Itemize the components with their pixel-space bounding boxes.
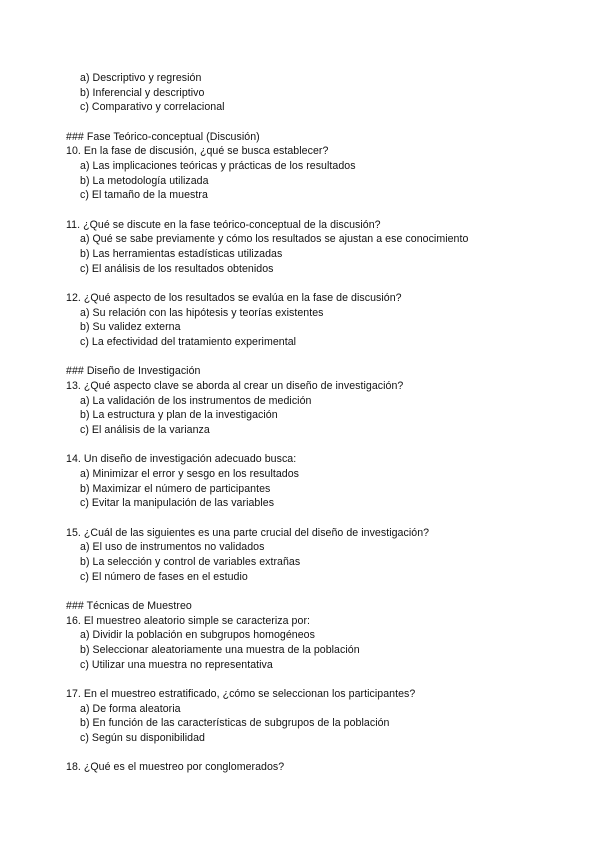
section-heading: ### Fase Teórico-conceptual (Discusión) (66, 131, 260, 143)
option-line: c) Según su disponibilidad (80, 732, 205, 744)
option-line: c) El análisis de la varianza (80, 424, 210, 436)
option-line: a) Minimizar el error y sesgo en los resultados (80, 468, 300, 480)
option-line: c) La efectividad del tratamiento experimental (80, 336, 297, 348)
option-line: b) La estructura y plan de la investigación (80, 409, 278, 421)
question-line: 11. ¿Qué se discute en la fase teórico-conceptual de la discusión? (66, 219, 381, 231)
question-line: 17. En el muestreo estratificado, ¿cómo se seleccionan los participantes? (66, 688, 416, 700)
option-line: b) Inferencial y descriptivo (80, 87, 205, 99)
option-line: c) El tamaño de la muestra (80, 189, 208, 201)
option-line: a) Su relación con las hipótesis y teorías existentes (80, 307, 324, 319)
question-line: 10. En la fase de discusión, ¿qué se busca establecer? (66, 145, 329, 157)
option-line: c) Utilizar una muestra no representativa (80, 659, 273, 671)
option-line: b) Seleccionar aleatoriamente una muestra de la población (80, 644, 360, 656)
question-line: 15. ¿Cuál de las siguientes es una parte crucial del diseño de investigación? (66, 527, 430, 539)
option-line: a) Qué se sabe previamente y cómo los resultados se ajustan a ese conocimiento (80, 233, 469, 245)
question-line: 16. El muestreo aleatorio simple se caracteriza por: (66, 615, 311, 627)
option-line: a) Descriptivo y regresión (80, 72, 202, 84)
option-line: a) El uso de instrumentos no validados (80, 541, 265, 553)
question-line: 18. ¿Qué es el muestreo por conglomerados? (66, 761, 285, 773)
section-heading: ### Diseño de Investigación (66, 365, 201, 377)
option-line: b) En función de las características de subgrupos de la población (80, 717, 390, 729)
option-line: a) De forma aleatoria (80, 703, 181, 715)
option-line: c) Comparativo y correlacional (80, 101, 225, 113)
option-line: c) El número de fases en el estudio (80, 571, 248, 583)
option-line: a) Dividir la población en subgrupos homogéneos (80, 629, 315, 641)
section-heading: ### Técnicas de Muestreo (66, 600, 192, 612)
option-line: a) La validación de los instrumentos de medición (80, 395, 312, 407)
option-line: b) La selección y control de variables extrañas (80, 556, 301, 568)
question-line: 12. ¿Qué aspecto de los resultados se evalúa en la fase de discusión? (66, 292, 402, 304)
option-line: c) El análisis de los resultados obtenidos (80, 263, 274, 275)
option-line: b) Su validez externa (80, 321, 181, 333)
question-line: 13. ¿Qué aspecto clave se aborda al crear un diseño de investigación? (66, 380, 404, 392)
option-line: b) La metodología utilizada (80, 175, 209, 187)
option-line: a) Las implicaciones teóricas y prácticas de los resultados (80, 160, 356, 172)
option-line: b) Maximizar el número de participantes (80, 483, 271, 495)
option-line: b) Las herramientas estadísticas utilizadas (80, 248, 283, 260)
option-line: c) Evitar la manipulación de las variables (80, 497, 275, 509)
question-line: 14. Un diseño de investigación adecuado busca: (66, 453, 297, 465)
